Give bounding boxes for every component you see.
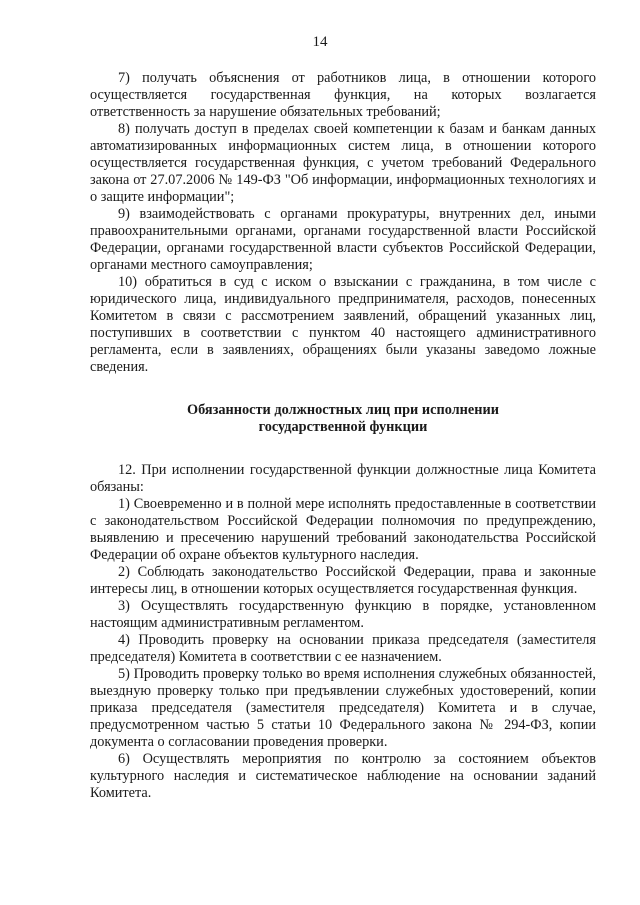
section-heading [90,402,596,436]
page-number: 14 [312,34,328,50]
paragraph-duty-6: 6) Осуществлять мероприятия по контролю за состоянием объектов культурного наследия и систематическое наблюдение на основании заданий Комитета. [90,751,596,801]
paragraph-item-8: 8) получать доступ в пределах своей компетенции к базам и банкам данных автоматизированных информационных систем лица, в отношении которого осуществляется государственная функция, с учетом требований Федерального закона от 27.07.2006 № 149-ФЗ "Об информации, информационных технологиях и о защите информации"; [90,121,596,205]
section-heading-line-1: Обязанности должностных лиц при исполнении [187,402,499,418]
document-body [90,70,596,802]
paragraph-item-7: 7) получать объяснения от работников лица, в отношении которого осуществляется государственная функция, на которых возлагается ответственность за нарушение обязательных требований; [90,70,596,120]
paragraph-clause-12: 12. При исполнении государственной функции должностные лица Комитета обязаны: [90,462,596,495]
paragraph-duty-5: 5) Проводить проверку только во время исполнения служебных обязанностей, выездную проверку только при предъявлении служебных удостоверений, копии приказа председателя (заместителя председателя) Комитета и в случае, предусмотренном частью 5 статьи 10 Федерального закона № 294-ФЗ, копии документа о согласовании проведения проверки. [90,666,596,750]
paragraph-item-10: 10) обратиться в суд с иском о взыскании с гражданина, в том числе с юридического лица, индивидуального предпринимателя, расходов, понесенных Комитетом в связи с рассмотрением заявлений, обращений указанных лиц, поступивших в соответствии с пунктом 40 настоящего административного регламента, если в заявлениях, обращениях были указаны заведомо ложные сведения. [90,274,596,375]
section-heading-line-2: государственной функции [258,419,428,435]
paragraph-duty-1: 1) Своевременно и в полной мере исполнять предоставленные в соответствии с законодательством Российской Федерации полномочия по предупреждению, выявлению и пресечению нарушений требований законодательства Российской Федерации об охране объектов культурного наследия. [90,496,596,563]
paragraph-duty-3: 3) Осуществлять государственную функцию в порядке, установленном настоящим административным регламентом. [90,598,596,631]
paragraph-duty-4: 4) Проводить проверку на основании приказа председателя (заместителя председателя) Комитета в соответствии с ее назначением. [90,632,596,665]
paragraph-duty-2: 2) Соблюдать законодательство Российской Федерации, права и законные интересы лиц, в отношении которых осуществляется государственная функция. [90,564,596,597]
paragraph-item-9: 9) взаимодействовать с органами прокуратуры, внутренних дел, иными правоохранительными органами, органами государственной власти Российской Федерации, органами государственной власти субъектов Российской Федерации, органами местного самоуправления; [90,206,596,273]
